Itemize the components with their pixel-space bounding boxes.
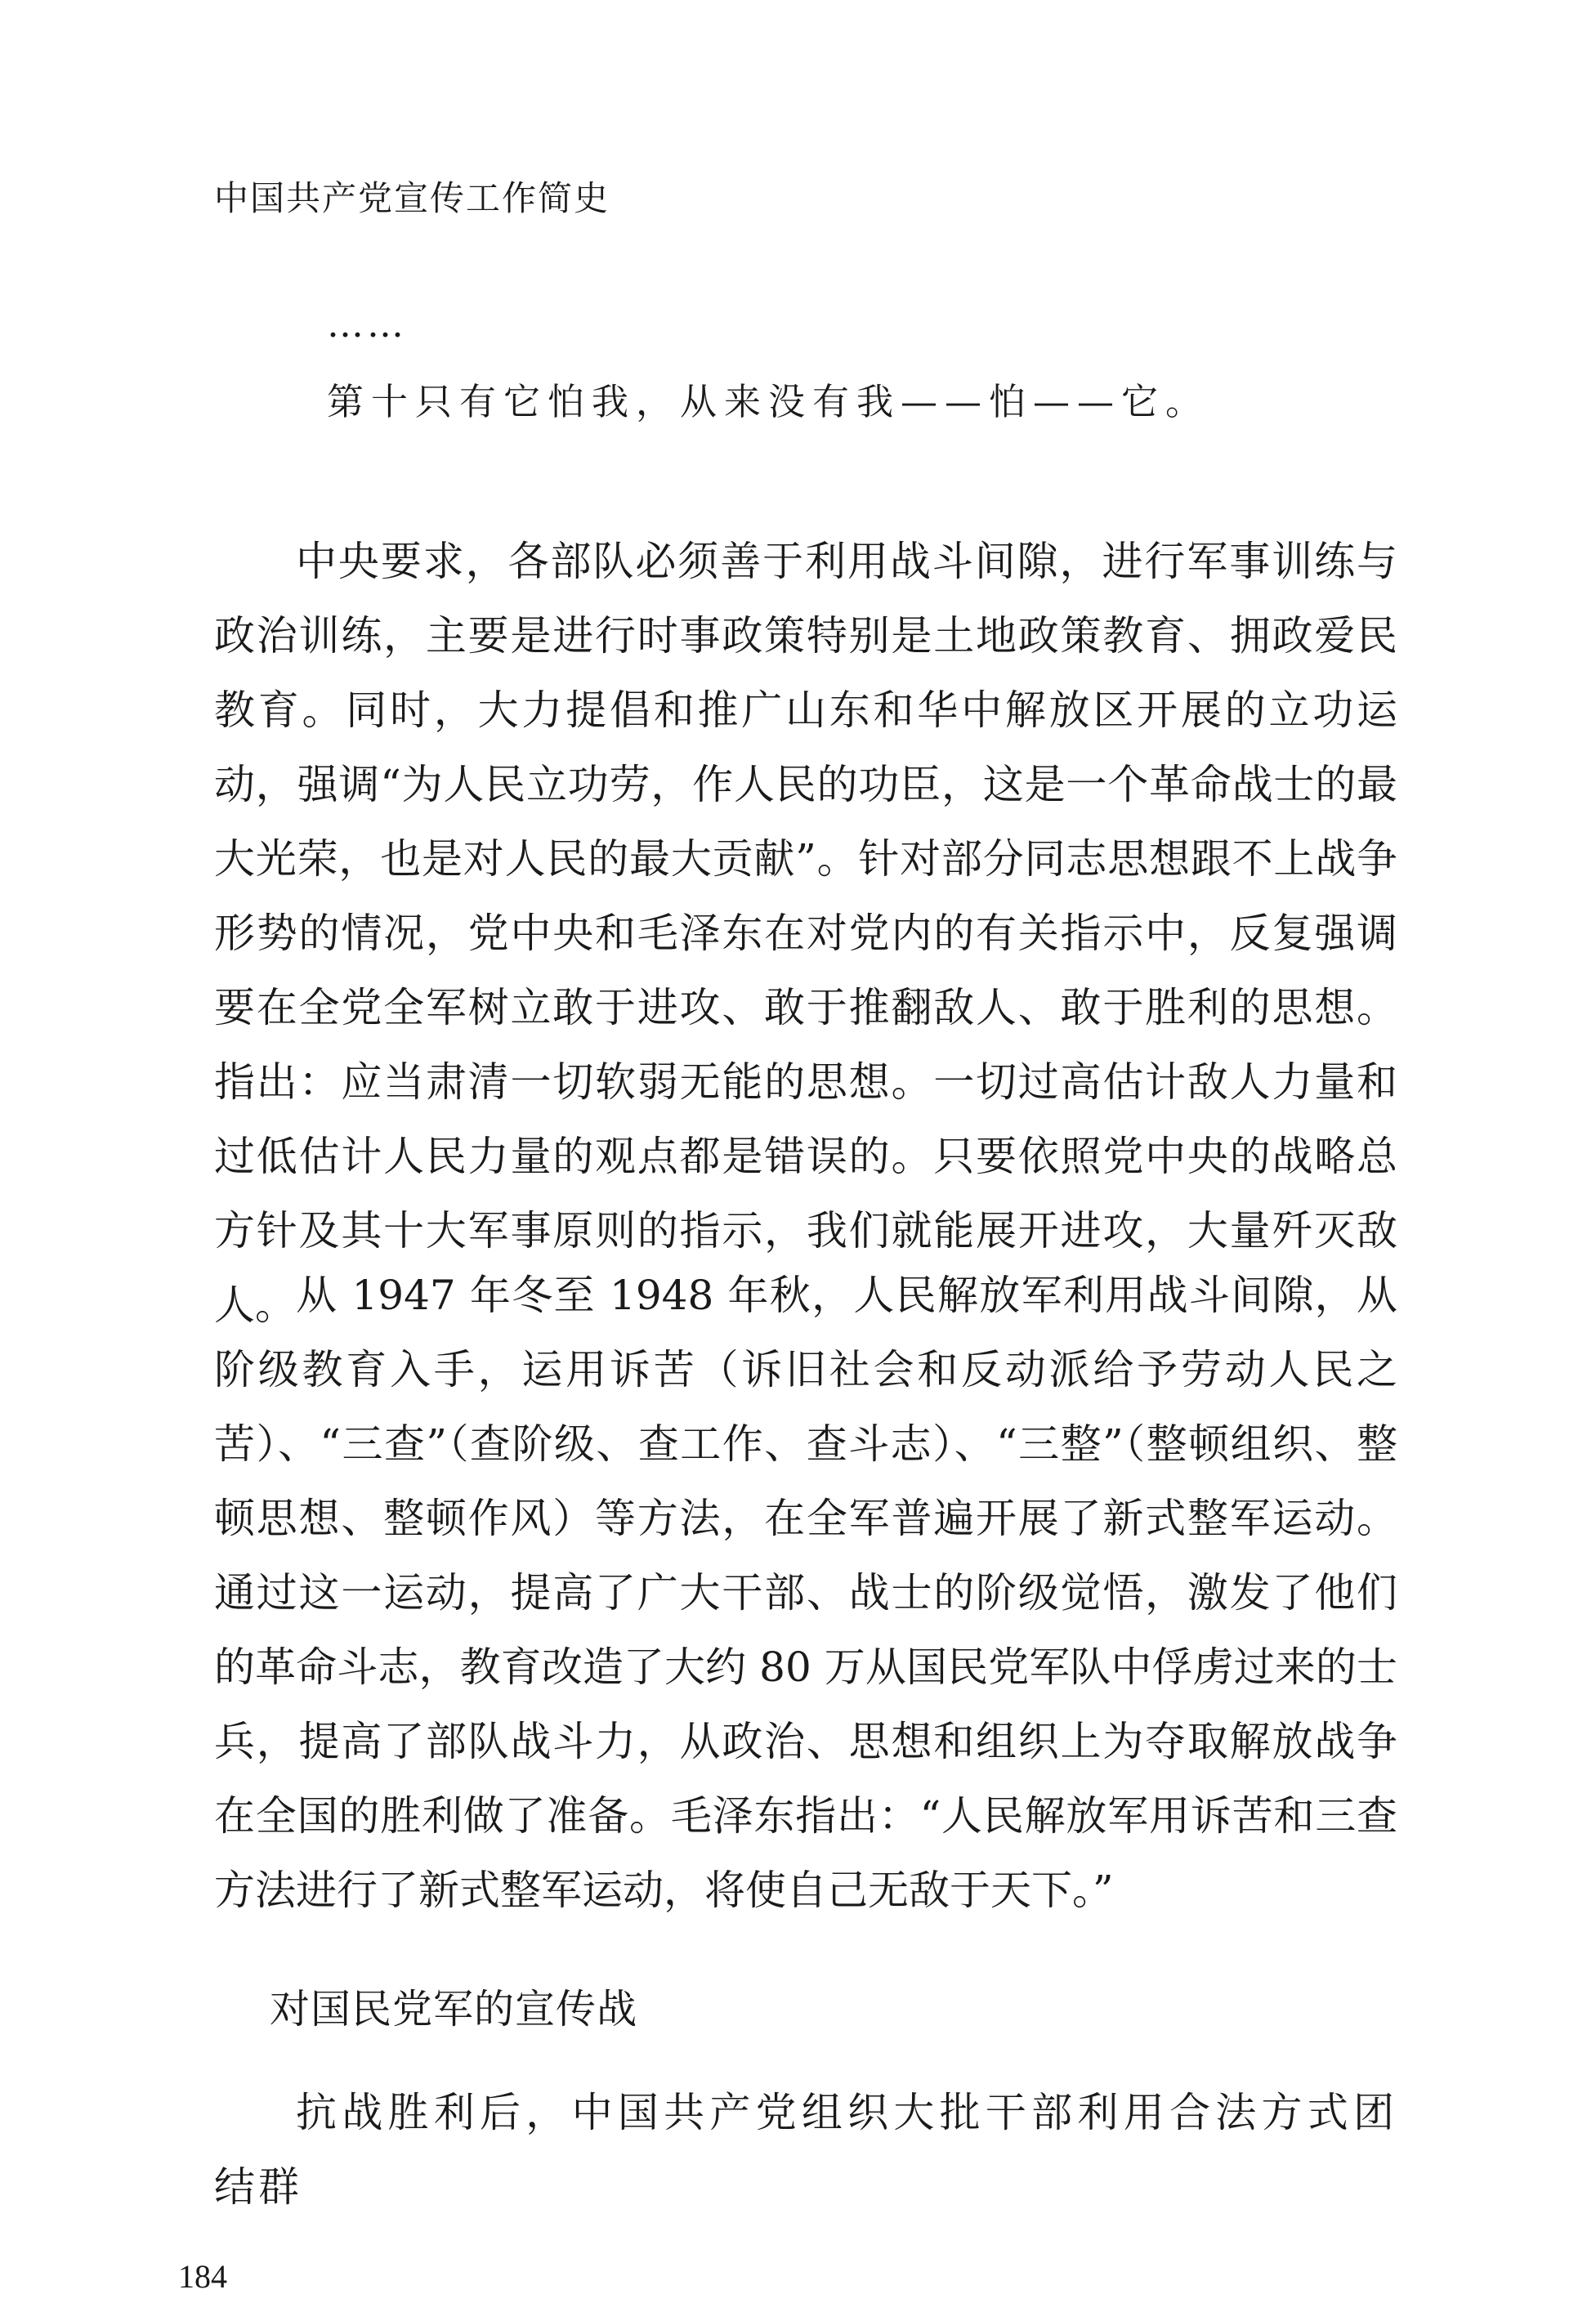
running-header: 中国共产党宣传工作简史 bbox=[214, 178, 610, 218]
quote-line: 第十只有它怕我，从来没有我——怕——它。 bbox=[327, 380, 1210, 423]
section-first-line: 抗战胜利后，中国共产党组织大批干部利用合法方式团结群 bbox=[214, 2089, 1397, 2211]
page-number: 184 bbox=[178, 2258, 227, 2295]
body-paragraph: 中央要求，各部队必须善于利用战斗间隙，进行军事训练与政治训练，主要是进行时事政策特别是土地政策教育、拥政爱民教育。同时，大力提倡和推广山东和华中解放区开展的立功运动，强调“为人民立功劳，作人民的功臣，这是一个革命战士的最大光荣，也是对人民的最大贡献”。针对部分同志思想跟不上战争形势的情况，党中央和毛泽东在对党内的有关指示中，反复强调要在全党全军树立敢于进攻、敢于推翻敌人、敢于胜利的思想。指出：应当肃清一切软弱无能的思想。一切过高估计敌人力量和过低估计人民力量的观点都是错误的。只要依照党中央的战略总方针及其十大军事原则的指示，我们就能展开进攻，大量歼灭敌人。 bbox=[214, 538, 1397, 1329]
section-heading: 对国民党军的宣传战 bbox=[270, 1986, 638, 2032]
body-paragraph: 从 1947 年冬至 1948 年秋，人民解放军利用战斗间隙，从阶级教育入手，运用诉苦（诉旧社会和反动派给予劳动人民之苦）、“三查”（查阶级、查工作、查斗志）、“三整”（整顿组织、整顿思想、整顿作风）等方法，在全军普遍开展了新式整军运动。通过这一运动，提高了广大干部、战士的阶级觉悟，激发了他们的革命斗志，教育改造了大约 80 万从国民党军队中俘虏过来的士兵，提高了部队战斗力，从政治、思想和组织上为夺取解放战争在全国的胜利做了准备。毛泽东指出：“人民解放军用诉苦和三查方法进行了新式整军运动，将使自己无敌于天下。” bbox=[214, 1272, 1397, 1914]
quote-ellipsis: …… bbox=[327, 302, 407, 346]
